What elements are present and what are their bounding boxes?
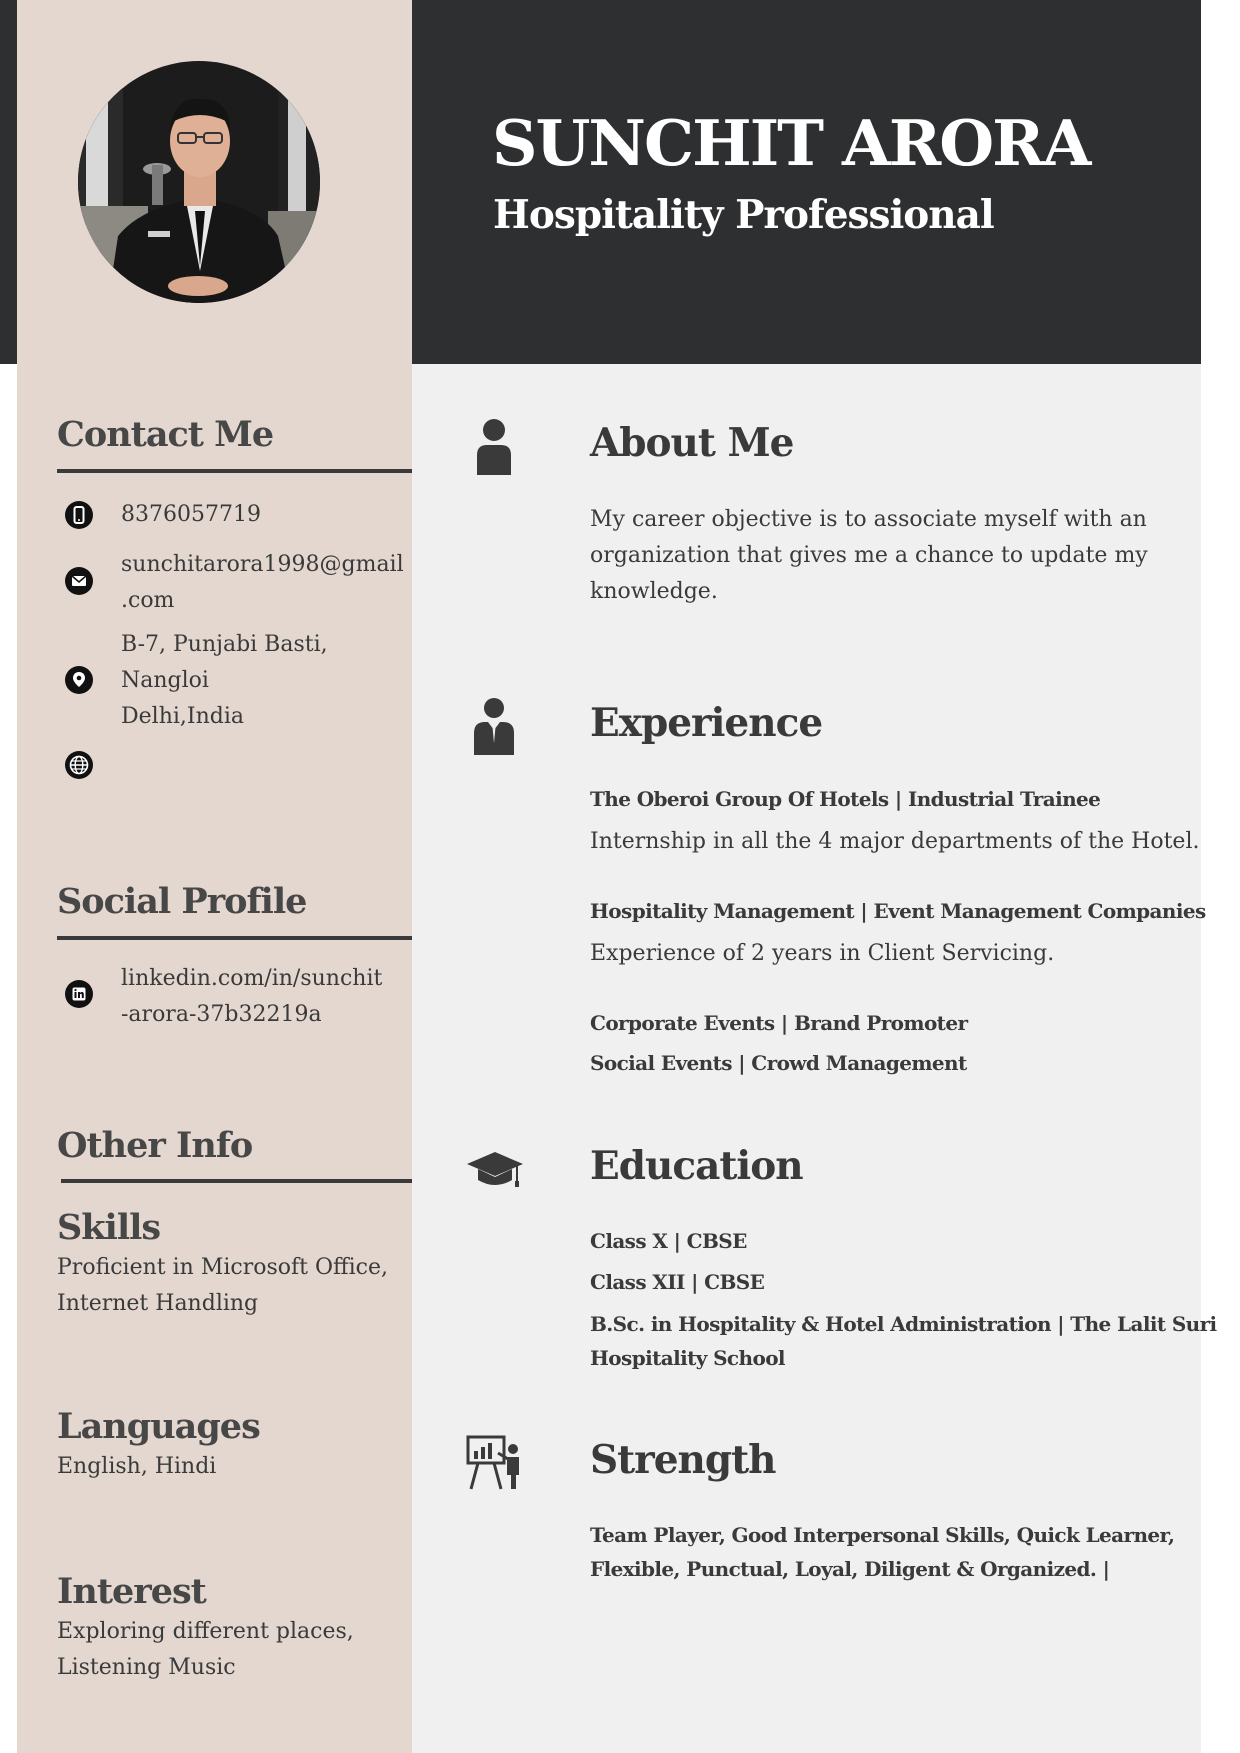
person-icon — [475, 417, 513, 479]
strength-heading: Strength — [590, 1437, 776, 1483]
phone-icon — [65, 501, 93, 533]
phone-number[interactable]: 8376057719 — [121, 502, 261, 527]
globe-icon[interactable] — [65, 751, 93, 783]
languages-heading: Languages — [57, 1406, 260, 1447]
social-heading: Social Profile — [57, 881, 307, 922]
education-item-2: Class XII | CBSE — [590, 1270, 765, 1294]
mail-icon — [65, 567, 93, 599]
location-pin-icon — [65, 666, 93, 698]
education-item-3-line-2: Hospitality School — [590, 1346, 785, 1370]
profile-photo — [78, 61, 320, 303]
address-line-1: B-7, Punjabi Basti, — [121, 632, 328, 657]
email-line-1[interactable]: sunchitarora1998@gmail — [121, 552, 404, 577]
graduation-cap-icon — [466, 1150, 524, 1194]
presentation-icon — [466, 1433, 524, 1495]
about-line-3: knowledge. — [590, 579, 718, 604]
businessman-icon — [472, 697, 516, 759]
job-1-description: Internship in all the 4 major departments of the Hotel. — [590, 829, 1200, 854]
education-item-1: Class X | CBSE — [590, 1229, 747, 1253]
interest-line-1: Exploring different places, — [57, 1619, 354, 1644]
header-banner — [412, 0, 1201, 364]
experience-extra-2: Social Events | Crowd Management — [590, 1051, 967, 1075]
strength-line-2: Flexible, Punctual, Loyal, Diligent & Organized. | — [590, 1557, 1110, 1581]
linkedin-line-1[interactable]: linkedin.com/in/sunchit — [121, 966, 383, 991]
about-heading: About Me — [590, 420, 794, 466]
strength-line-1: Team Player, Good Interpersonal Skills, Quick Learner, — [590, 1523, 1175, 1547]
skills-line-1: Proficient in Microsoft Office, — [57, 1255, 389, 1280]
page-margin — [1201, 0, 1240, 1753]
address-line-2: Nangloi — [121, 668, 209, 693]
about-line-1: My career objective is to associate myself with an — [590, 507, 1147, 532]
about-line-2: organization that gives me a chance to update my — [590, 543, 1148, 568]
candidate-name: SUNCHIT ARORA — [492, 106, 1090, 180]
linkedin-icon[interactable] — [65, 980, 93, 1012]
experience-extra-1: Corporate Events | Brand Promoter — [590, 1011, 968, 1035]
linkedin-line-2[interactable]: -arora-37b32219a — [121, 1002, 322, 1027]
education-heading: Education — [590, 1143, 803, 1189]
contact-divider — [57, 469, 412, 473]
portrait-image — [78, 61, 320, 303]
contact-heading: Contact Me — [57, 414, 274, 455]
other-info-heading: Other Info — [57, 1125, 253, 1166]
skills-line-2: Internet Handling — [57, 1291, 259, 1316]
job-2-description: Experience of 2 years in Client Servicing. — [590, 941, 1055, 966]
other-info-divider — [61, 1179, 412, 1183]
social-divider — [57, 936, 412, 940]
interest-line-2: Listening Music — [57, 1655, 236, 1680]
job-1-title: The Oberoi Group Of Hotels | Industrial Trainee — [590, 787, 1101, 811]
education-item-3-line-1: B.Sc. in Hospitality & Hotel Administration | The Lalit Suri — [590, 1312, 1217, 1336]
interest-heading: Interest — [57, 1571, 206, 1612]
job-2-title: Hospitality Management | Event Management Companies — [590, 899, 1206, 923]
candidate-title: Hospitality Professional — [493, 192, 994, 238]
languages-text: English, Hindi — [57, 1454, 217, 1479]
experience-heading: Experience — [590, 700, 823, 746]
left-dark-strip — [0, 0, 17, 364]
address-line-3: Delhi,India — [121, 704, 244, 729]
email-line-2[interactable]: .com — [121, 588, 175, 613]
skills-heading: Skills — [57, 1207, 161, 1248]
